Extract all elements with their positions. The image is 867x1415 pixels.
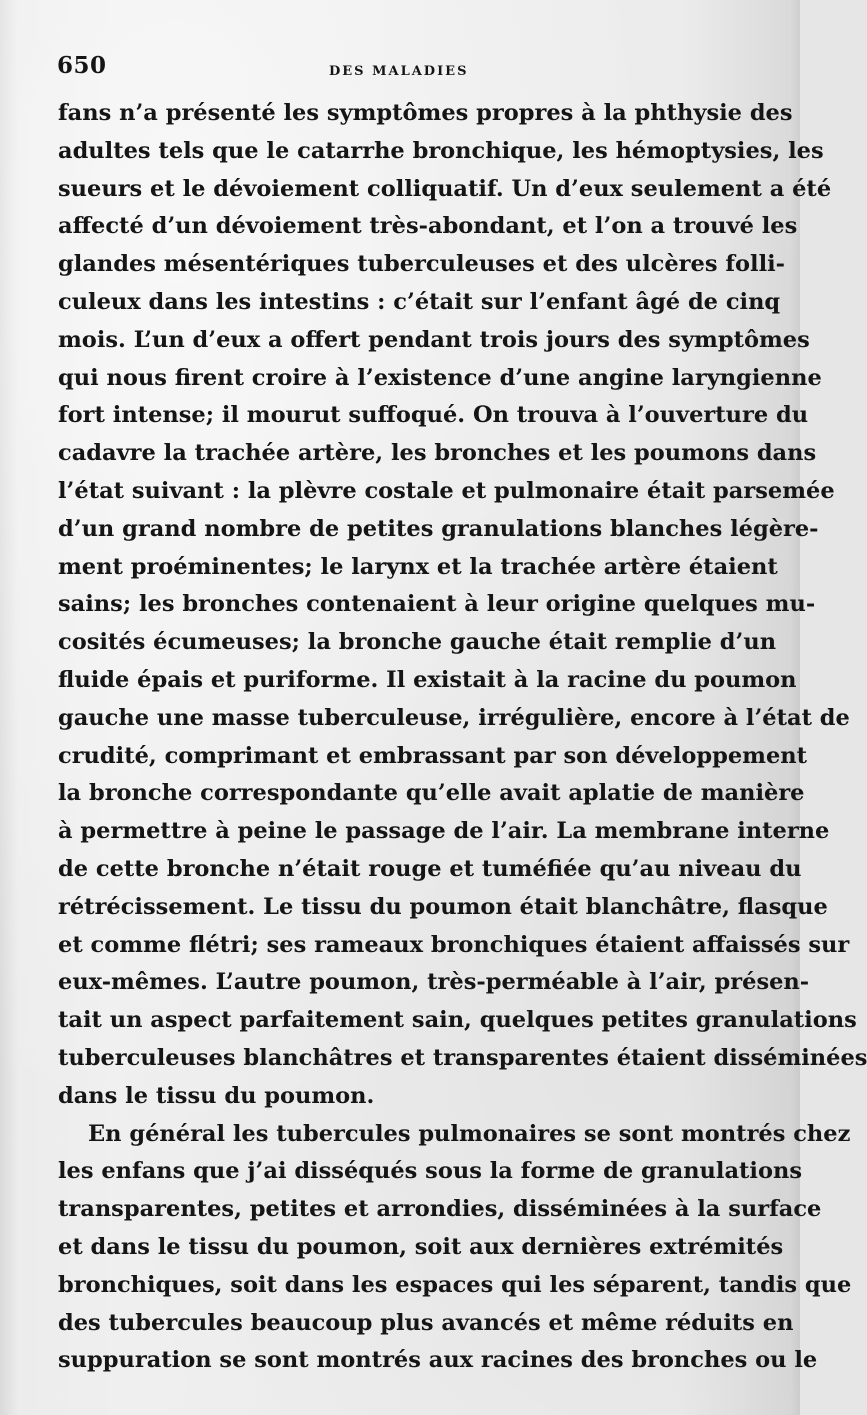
text-line: d’un grand nombre de petites granulations blanches légère- [58,515,819,542]
text-line: En général les tubercules pulmonaires se sont montrés chez [88,1120,851,1147]
body-text [58,95,867,1380]
text-line: tuberculeuses blanchâtres et transparentes étaient disséminées [58,1044,867,1071]
text-line: les enfans que j’ai disséqués sous la forme de granulations [58,1158,803,1185]
text-line: crudité, comprimant et embrassant par son développement [58,742,808,769]
running-head: DES MALADIES [329,64,469,79]
text-line: et dans le tissu du poumon, soit aux dernières extrémités [58,1233,784,1260]
text-line: qui nous firent croire à l’existence d’une angine laryngienne [58,364,822,391]
text-line: culeux dans les intestins : c’était sur l’enfant âgé de cinq [58,288,781,315]
text-line: sueurs et le dévoiement colliquatif. Un d’eux seulement a été [58,175,832,202]
text-line: fluide épais et puriforme. Il existait à la racine du poumon [58,666,797,693]
text-line: l’état suivant : la plèvre costale et pulmonaire était parsemée [58,477,835,504]
text-line: cadavre la trachée artère, les bronches et les poumons dans [58,440,817,467]
text-line: sains; les bronches contenaient à leur origine quelques mu- [58,591,816,618]
text-line: de cette bronche n’était rouge et tuméfiée qu’au niveau du [58,855,802,882]
text-line: rétrécissement. Le tissu du poumon était blanchâtre, flasque [58,893,828,920]
paragraph-2 [58,1116,852,1381]
paragraph-1 [58,95,867,1116]
text-line: la bronche correspondante qu’elle avait aplatie de manière [58,780,805,807]
text-line: cosités écumeuses; la bronche gauche était remplie d’un [58,629,777,656]
page-number: 650 [57,52,107,79]
text-line: adultes tels que le catarrhe bronchique, les hémoptysies, les [58,137,824,164]
text-line: affecté d’un dévoiement très-abondant, et l’on a trouvé les [58,213,798,240]
text-line: suppuration se sont montrés aux racines des bronches ou le [58,1347,818,1374]
text-line: à permettre à peine le passage de l’air. La membrane interne [58,818,830,845]
text-line: glandes mésentériques tuberculeuses et des ulcères folli- [58,251,786,278]
text-line: ment proéminentes; le larynx et la trachée artère étaient [58,553,778,580]
text-line: eux-mêmes. L’autre poumon, très-perméable à l’air, présen- [58,969,810,996]
text-line: dans le tissu du poumon. [58,1082,375,1109]
text-line: bronchiques, soit dans les espaces qui les séparent, tandis que [58,1271,852,1298]
text-line: tait un aspect parfaitement sain, quelques petites granulations [58,1007,857,1034]
text-line: fort intense; il mourut suffoqué. On trouva à l’ouverture du [58,402,809,429]
text-line: transparentes, petites et arrondies, disséminées à la surface [58,1196,822,1223]
text-line: gauche une masse tuberculeuse, irrégulière, encore à l’état de [58,704,850,731]
text-line: fans n’a présenté les symptômes propres à la phthysie des [58,100,793,126]
text-line: mois. L’un d’eux a offert pendant trois jours des symptômes [58,326,810,353]
text-line: des tubercules beaucoup plus avancés et même réduits en [58,1309,794,1336]
text-line: et comme flétri; ses rameaux bronchiques étaient affaissés sur [58,931,850,958]
